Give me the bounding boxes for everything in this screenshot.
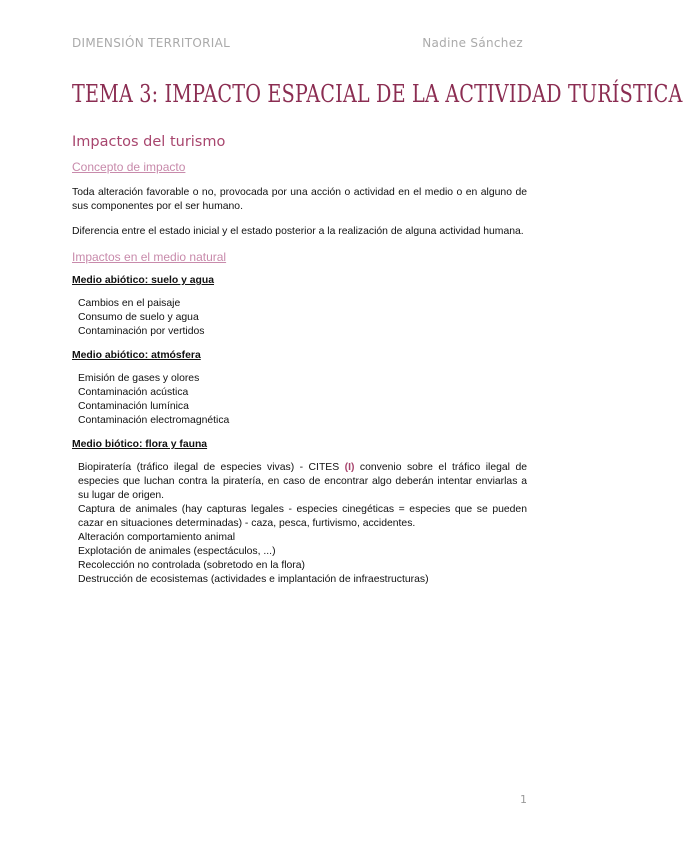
biopirateria-text: Biopiratería (tráfico ilegal de especies vivas) - CITES [78,462,345,473]
list-item: Explotación de animales (espectáculos, ...) [78,546,276,557]
suelo-heading: Medio abiótico: suelo y agua [72,275,215,286]
list-item: Destrucción de ecosistemas (actividades e implantación de infraestructuras) [78,574,429,585]
medio-natural-heading: Impactos en el medio natural [72,250,227,264]
list-item: Contaminación electromagnética [78,415,230,426]
highlight-mark: (I) [344,462,355,473]
concepto-heading: Concepto de impacto [72,160,186,174]
biotico-heading: Medio biótico: flora y fauna [72,439,208,450]
header-course: DIMENSIÓN TERRITORIAL [72,36,231,50]
concepto-paragraph: Diferencia entre el estado inicial y el estado posterior a la realización de alguna actividad humana. [72,226,524,237]
list-item: Contaminación lumínica [78,401,189,412]
page-title: TEMA 3: IMPACTO ESPACIAL DE LA ACTIVIDAD TURÍSTICA [72,80,683,108]
list-item: Contaminación acústica [78,387,189,398]
document-body [72,135,527,597]
list-item: Captura de animales (hay capturas legales - especies cinegéticas = especies que se pueden cazar en situaciones determinadas) - caza, pesca, furtivismo, accidentes. [78,504,527,529]
list-item: Emisión de gases y olores [78,373,200,384]
section-title: Impactos del turismo [72,134,226,150]
page-header [72,36,523,50]
list-item: Alteración comportamiento animal [78,532,236,543]
list-item: Cambios en el paisaje [78,298,181,309]
biotico-list [78,461,527,587]
list-item [78,461,527,503]
atmosfera-heading: Medio abiótico: atmósfera [72,350,201,361]
atmosfera-list [78,372,527,428]
list-item: Recolección no controlada (sobretodo en la flora) [78,560,305,571]
header-author: Nadine Sánchez [422,36,523,50]
page-number: 1 [520,793,527,806]
list-item: Consumo de suelo y agua [78,312,199,323]
list-item: Contaminación por vertidos [78,326,205,337]
concepto-paragraph: Toda alteración favorable o no, provocada por una acción o actividad en el medio o en alguno de sus componentes por el ser humano. [72,187,527,212]
biopirateria-text-cont: convenio sobre el tráfico ilegal de especies que luchan contra la piratería, en caso de encontrar algo deberán intentar enviarlas a su lugar de origen. [78,462,528,501]
suelo-list [78,297,527,339]
